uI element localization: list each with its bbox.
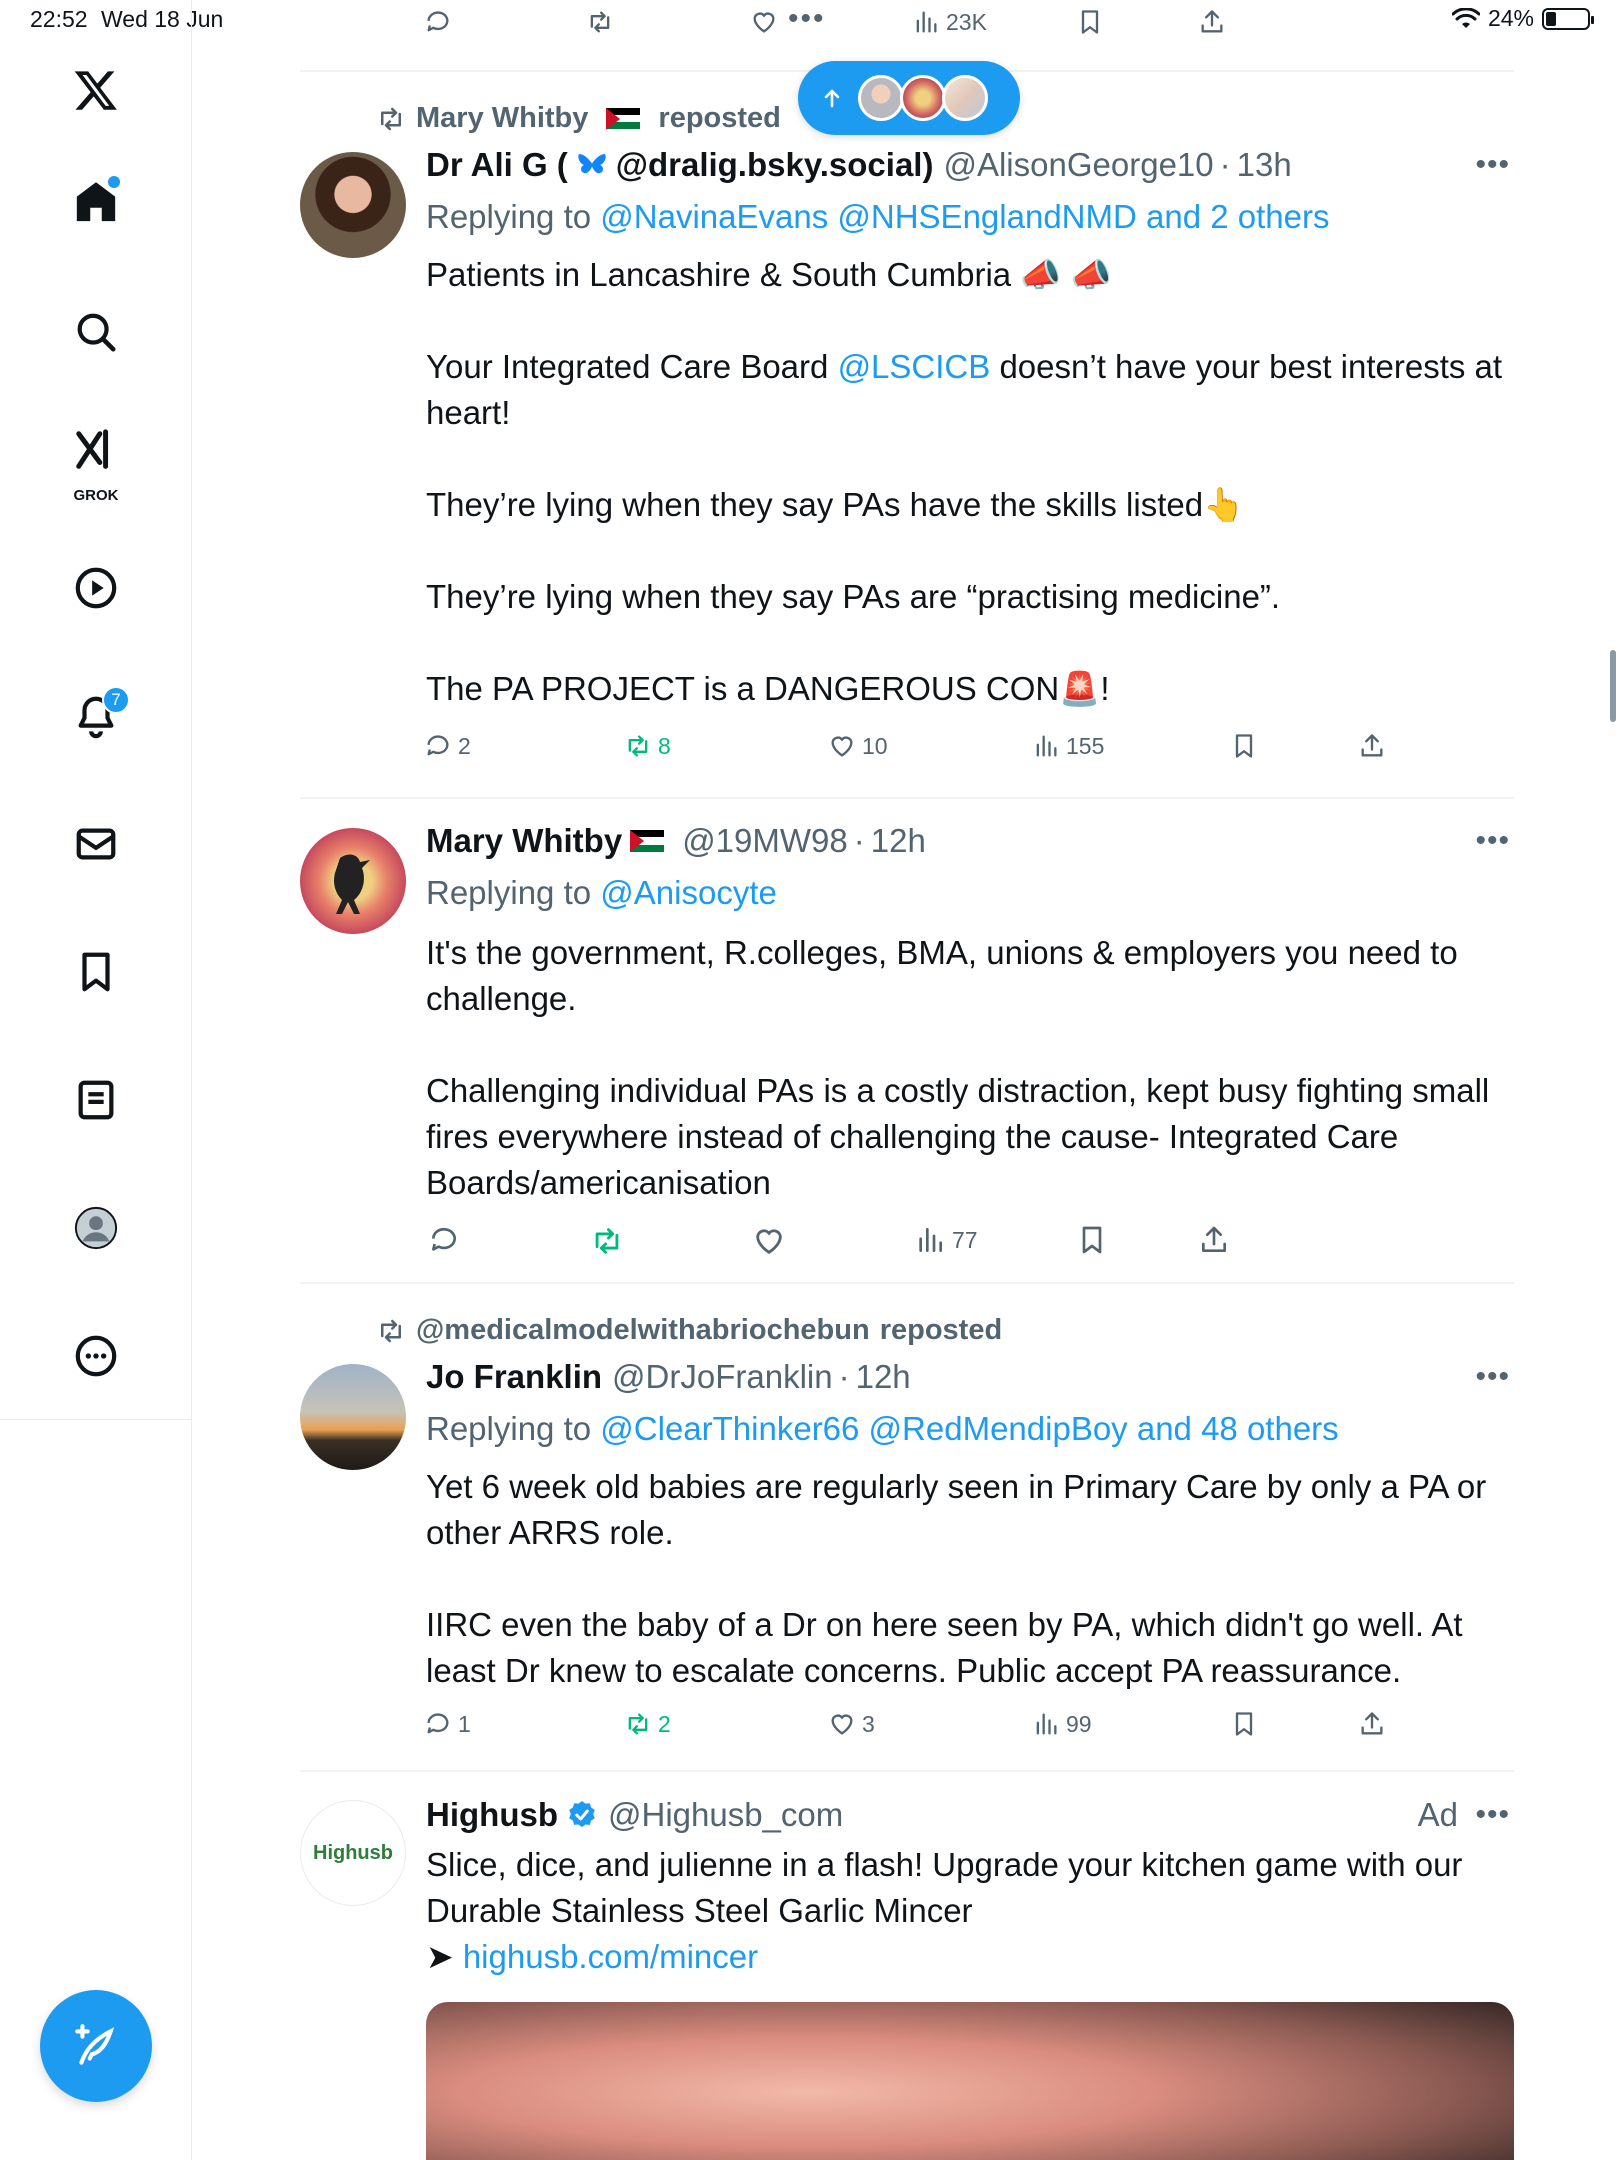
tweet-header — [426, 822, 1514, 860]
status-date: Wed 18 Jun — [101, 6, 224, 32]
grok-label: GROK — [73, 487, 119, 504]
like-icon — [750, 8, 778, 36]
views-count: 99 — [1066, 1710, 1092, 1737]
repost-indicator — [376, 1314, 1002, 1347]
reply-icon — [428, 1224, 460, 1256]
repost-button[interactable] — [590, 1224, 624, 1258]
tweet-time[interactable]: 12h — [855, 1358, 911, 1395]
views-button[interactable] — [1032, 732, 1104, 760]
list-icon[interactable] — [66, 1070, 126, 1130]
views-count: 23K — [946, 8, 987, 35]
more-options-icon[interactable]: ••• — [1475, 1798, 1510, 1831]
scrollbar-thumb[interactable] — [1610, 650, 1616, 722]
bookmark-icon[interactable] — [66, 942, 126, 1002]
bookmark-icon — [1076, 8, 1104, 36]
reply-icon — [424, 1710, 452, 1738]
replying-mentions[interactable]: @Anisocyte — [600, 874, 777, 911]
body-text: Challenging individual PAs is a costly distraction, kept busy fighting small fires everywhere instead of challenging the cause- Integrated Care Boards/americanisation — [426, 1072, 1490, 1201]
body-text: They’re lying when they say PAs have the skills listed — [426, 486, 1204, 523]
divider — [300, 1282, 1514, 1284]
like-button[interactable] — [750, 8, 778, 36]
like-icon — [828, 1710, 856, 1738]
author-name[interactable]: Mary Whitby — [426, 822, 623, 859]
replying-to — [426, 1410, 1339, 1448]
share-button[interactable] — [1358, 732, 1386, 760]
replying-prefix: Replying to — [426, 874, 592, 911]
ad-link[interactable]: highusb.com/mincer — [462, 1938, 759, 1975]
tweet-body — [426, 1842, 1504, 1980]
reply-button[interactable] — [424, 8, 452, 36]
megaphone-emoji: 📣 📣 — [1020, 256, 1112, 293]
bookmark-button[interactable] — [1076, 8, 1104, 36]
arrow-up-icon — [820, 86, 844, 110]
pill-avatar — [900, 75, 946, 121]
repost-icon — [590, 1224, 624, 1258]
repost-indicator — [376, 102, 781, 135]
views-button[interactable] — [912, 8, 987, 36]
grok-icon[interactable] — [66, 420, 126, 504]
reply-icon — [424, 8, 452, 36]
like-icon — [752, 1224, 786, 1258]
tweet-actions — [300, 1710, 1514, 1750]
repost-author[interactable]: @medicalmodelwithabriochebun — [416, 1314, 870, 1346]
avatar[interactable] — [300, 828, 406, 934]
ad-media-image[interactable] — [426, 2002, 1514, 2160]
divider — [300, 797, 1514, 799]
like-button[interactable] — [752, 1224, 786, 1258]
author-name[interactable]: Dr Ali G ( — [426, 146, 568, 183]
like-button[interactable] — [828, 732, 888, 760]
replying-prefix: Replying to — [426, 1410, 592, 1447]
tweet-body — [426, 252, 1504, 712]
repost-icon — [376, 1316, 406, 1346]
views-count: 77 — [952, 1226, 978, 1253]
replying-mentions[interactable]: @NavinaEvans @NHSEnglandNMD and 2 others — [600, 198, 1330, 235]
x-logo-icon[interactable] — [66, 60, 126, 120]
tweet-actions — [300, 1224, 1514, 1264]
like-count: 10 — [862, 732, 888, 759]
reply-button[interactable] — [428, 1224, 460, 1256]
repost-icon — [376, 104, 406, 134]
share-button[interactable] — [1198, 8, 1226, 36]
replying-prefix: Replying to — [426, 198, 592, 235]
sidebar — [0, 0, 192, 2160]
reply-count: 2 — [458, 732, 471, 759]
like-button[interactable] — [828, 1710, 875, 1738]
views-button[interactable] — [1032, 1710, 1092, 1738]
tweet-header — [426, 146, 1514, 184]
pill-avatar — [942, 75, 988, 121]
author-handle[interactable]: @AlisonGeorge10 — [943, 146, 1214, 183]
more-options-icon[interactable]: ••• — [1475, 148, 1510, 181]
home-icon[interactable] — [66, 172, 126, 232]
views-icon — [914, 1224, 946, 1256]
replying-mentions[interactable]: @ClearThinker66 @RedMendipBoy and 48 others — [600, 1410, 1339, 1447]
reply-button[interactable] — [424, 732, 471, 760]
reply-count: 1 — [458, 1710, 471, 1737]
siren-emoji: 🚨 — [1059, 670, 1101, 707]
flag-icon — [606, 108, 640, 130]
pointing-up-emoji: 👆 — [1203, 486, 1245, 523]
repost-count: 2 — [658, 1710, 671, 1737]
share-button[interactable] — [1358, 1710, 1386, 1738]
pill-avatar — [858, 75, 904, 121]
sidebar-divider — [0, 1419, 192, 1420]
share-icon — [1358, 732, 1386, 760]
notifications-badge: 7 — [102, 686, 130, 714]
repost-suffix: reposted — [879, 1314, 1003, 1346]
author-name[interactable]: Highusb — [426, 1796, 558, 1833]
bookmark-icon — [1230, 732, 1258, 760]
author-name[interactable]: Jo Franklin — [426, 1358, 603, 1395]
tweet-header — [426, 1796, 1514, 1834]
share-icon — [1198, 8, 1226, 36]
previous-tweet-actions — [300, 2, 1514, 48]
video-icon[interactable] — [66, 558, 126, 618]
body-text: IIRC even the baby of a Dr on here seen by PA, which didn't go well. At least Dr knew to escalate concerns. Public accept PA reassurance. — [426, 1606, 1463, 1689]
home-unread-dot — [108, 176, 120, 188]
author-handle[interactable]: @19MW98 — [682, 822, 848, 859]
repost-suffix: reposted — [658, 102, 781, 134]
body-text: Slice, dice, and julienne in a flash! Upgrade your kitchen game with our Durable Stainless Steel Garlic Mincer — [426, 1846, 1463, 1929]
replying-to — [426, 198, 1329, 236]
separator-dot: · — [853, 822, 865, 859]
body-text: doesn’t have your best interests at heart! — [426, 348, 1503, 431]
status-time: 22:52 — [30, 6, 88, 32]
bookmark-icon — [1230, 1710, 1258, 1738]
like-count: 3 — [862, 1710, 875, 1737]
more-circle-icon[interactable] — [66, 1326, 126, 1386]
battery-percent: 24% — [1487, 5, 1534, 31]
more-options-icon[interactable]: ••• — [1475, 1360, 1510, 1393]
advertiser-logo-text: Highusb — [313, 1841, 393, 1864]
more-dots-icon: ••• — [788, 2, 826, 35]
reply-button[interactable] — [424, 1710, 471, 1738]
share-icon — [1198, 1224, 1230, 1256]
bookmark-button[interactable] — [1076, 1224, 1108, 1256]
compose-button[interactable] — [40, 1990, 152, 2102]
divider — [300, 1770, 1514, 1772]
views-count: 155 — [1066, 732, 1105, 759]
tweet-time[interactable]: 13h — [1236, 146, 1292, 183]
repost-icon — [624, 732, 652, 760]
body-text: Your Integrated Care Board — [426, 348, 838, 385]
butterfly-icon — [574, 149, 610, 181]
liver-bird-icon — [300, 828, 406, 934]
repost-count: 8 — [658, 732, 671, 759]
like-icon — [828, 732, 856, 760]
body-text: It's the government, R.colleges, BMA, unions & employers you need to challenge. — [426, 934, 1458, 1017]
tweet-header — [426, 1358, 1514, 1396]
tweet-actions — [300, 732, 1514, 772]
repost-button[interactable] — [624, 732, 671, 760]
flag-icon — [630, 830, 664, 852]
replying-to — [426, 874, 777, 912]
ad-label: Ad — [1417, 1796, 1458, 1833]
views-button[interactable] — [914, 1224, 978, 1256]
arrow-glyph: ➤ — [426, 1938, 454, 1975]
search-icon[interactable] — [66, 302, 126, 362]
body-text: Patients in Lancashire & South Cumbria — [426, 256, 1012, 293]
more-options-icon[interactable]: ••• — [1475, 824, 1510, 857]
battery-icon — [1542, 8, 1590, 30]
repost-icon — [586, 8, 614, 36]
share-icon — [1358, 1710, 1386, 1738]
views-icon — [1032, 1710, 1060, 1738]
compose-feather-icon — [71, 2021, 121, 2071]
mail-icon[interactable] — [66, 814, 126, 874]
avatar[interactable] — [300, 1364, 406, 1470]
tweet-body — [426, 930, 1504, 1206]
mention-link[interactable]: @LSCICB — [837, 348, 991, 385]
repost-button[interactable] — [624, 1710, 671, 1738]
profile-icon[interactable] — [66, 1198, 126, 1258]
body-text: Yet 6 week old babies are regularly seen in Primary Care by only a PA or other ARRS role. — [426, 1468, 1487, 1551]
author-handle[interactable]: @DrJoFranklin — [612, 1358, 833, 1395]
avatar[interactable] — [300, 152, 406, 258]
body-text: The PA PROJECT is a DANGEROUS CON — [426, 670, 1060, 707]
new-posts-pill[interactable] — [798, 61, 1020, 135]
verified-badge-icon — [566, 1799, 598, 1831]
views-icon — [912, 8, 940, 36]
repost-icon — [624, 1710, 652, 1738]
repost-button[interactable] — [586, 8, 614, 36]
separator-dot: · — [838, 1358, 850, 1395]
bookmark-button[interactable] — [1230, 732, 1258, 760]
author-name-suffix[interactable]: @dralig.bsky.social) — [615, 146, 934, 183]
views-icon — [1032, 732, 1060, 760]
body-text: ! — [1100, 670, 1110, 707]
tweet-body — [426, 1464, 1504, 1694]
tweet-time[interactable]: 12h — [870, 822, 926, 859]
avatar[interactable] — [300, 1800, 406, 1906]
author-handle[interactable]: @Highusb_com — [607, 1796, 844, 1833]
bookmark-icon — [1076, 1224, 1108, 1256]
reply-icon — [424, 732, 452, 760]
share-button[interactable] — [1198, 1224, 1230, 1256]
body-text: They’re lying when they say PAs are “practising medicine”. — [426, 578, 1281, 615]
repost-author[interactable]: Mary Whitby — [416, 102, 589, 134]
bookmark-button[interactable] — [1230, 1710, 1258, 1738]
bell-icon[interactable] — [66, 686, 126, 746]
separator-dot: · — [1219, 146, 1231, 183]
